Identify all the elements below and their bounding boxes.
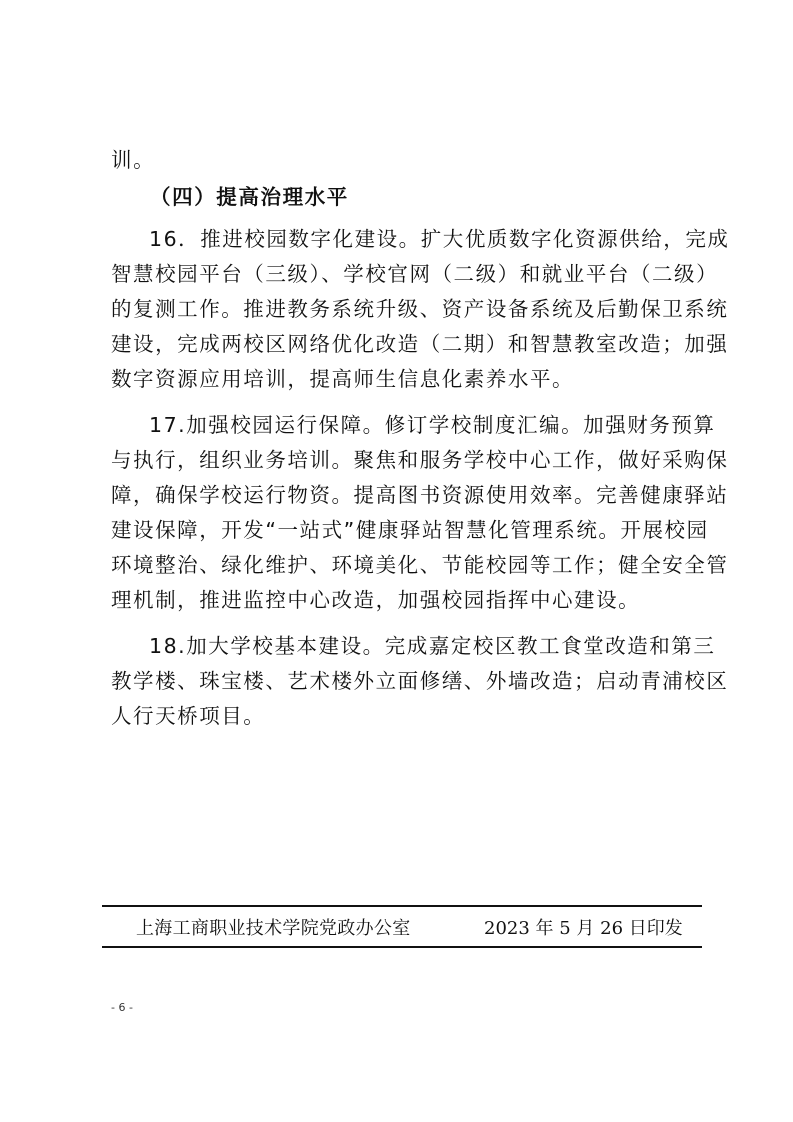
paragraph-line: 与执行，组织业务培训。聚焦和服务学校中心工作，做好采购保 bbox=[111, 448, 729, 472]
footer-bottom-rule bbox=[102, 946, 702, 948]
continuation-text: 训。 bbox=[111, 148, 156, 172]
footer-top-rule bbox=[102, 905, 702, 907]
paragraph-line: 18.加大学校基本建设。完成嘉定校区教工食堂改造和第三 bbox=[149, 634, 716, 658]
footer-issuer: 上海工商职业技术学院党政办公室 bbox=[136, 918, 411, 939]
paragraph-line: 建设保障，开发“一站式”健康驿站智慧化管理系统。开展校园 bbox=[111, 518, 709, 542]
paragraph-line: 17.加强校园运行保障。修订学校制度汇编。加强财务预算 bbox=[149, 413, 716, 437]
footer-date: 2023 年 5 月 26 日印发 bbox=[484, 918, 683, 939]
paragraph-line: 障，确保学校运行物资。提高图书资源使用效率。完善健康驿站 bbox=[111, 483, 729, 507]
paragraph-line: 智慧校园平台（三级）、学校官网（二级）和就业平台（二级） bbox=[111, 262, 719, 286]
paragraph-line: 理机制，推进监控中心改造，加强校园指挥中心建设。 bbox=[111, 588, 641, 612]
paragraph-18 bbox=[111, 629, 729, 734]
section-heading: （四）提高治理水平 bbox=[150, 185, 349, 209]
paragraph-line: 的复测工作。推进教务系统升级、资产设备系统及后勤保卫系统 bbox=[111, 297, 729, 321]
paragraph-line: 16．推进校园数字化建设。扩大优质数字化资源供给，完成 bbox=[149, 227, 730, 251]
paragraph-line: 环境整治、绿化维护、环境美化、节能校园等工作；健全安全管 bbox=[111, 553, 729, 577]
paragraph-16 bbox=[111, 222, 730, 397]
paragraph-line: 人行天桥项目。 bbox=[111, 704, 266, 728]
paragraph-17 bbox=[111, 408, 729, 618]
paragraph-line: 教学楼、珠宝楼、艺术楼外立面修缮、外墙改造；启动青浦校区 bbox=[111, 669, 729, 693]
paragraph-line: 建设，完成两校区网络优化改造（二期）和智慧教室改造；加强 bbox=[111, 332, 729, 356]
paragraph-line: 数字资源应用培训，提高师生信息化素养水平。 bbox=[111, 367, 575, 391]
page-number: - 6 - bbox=[111, 1001, 133, 1014]
